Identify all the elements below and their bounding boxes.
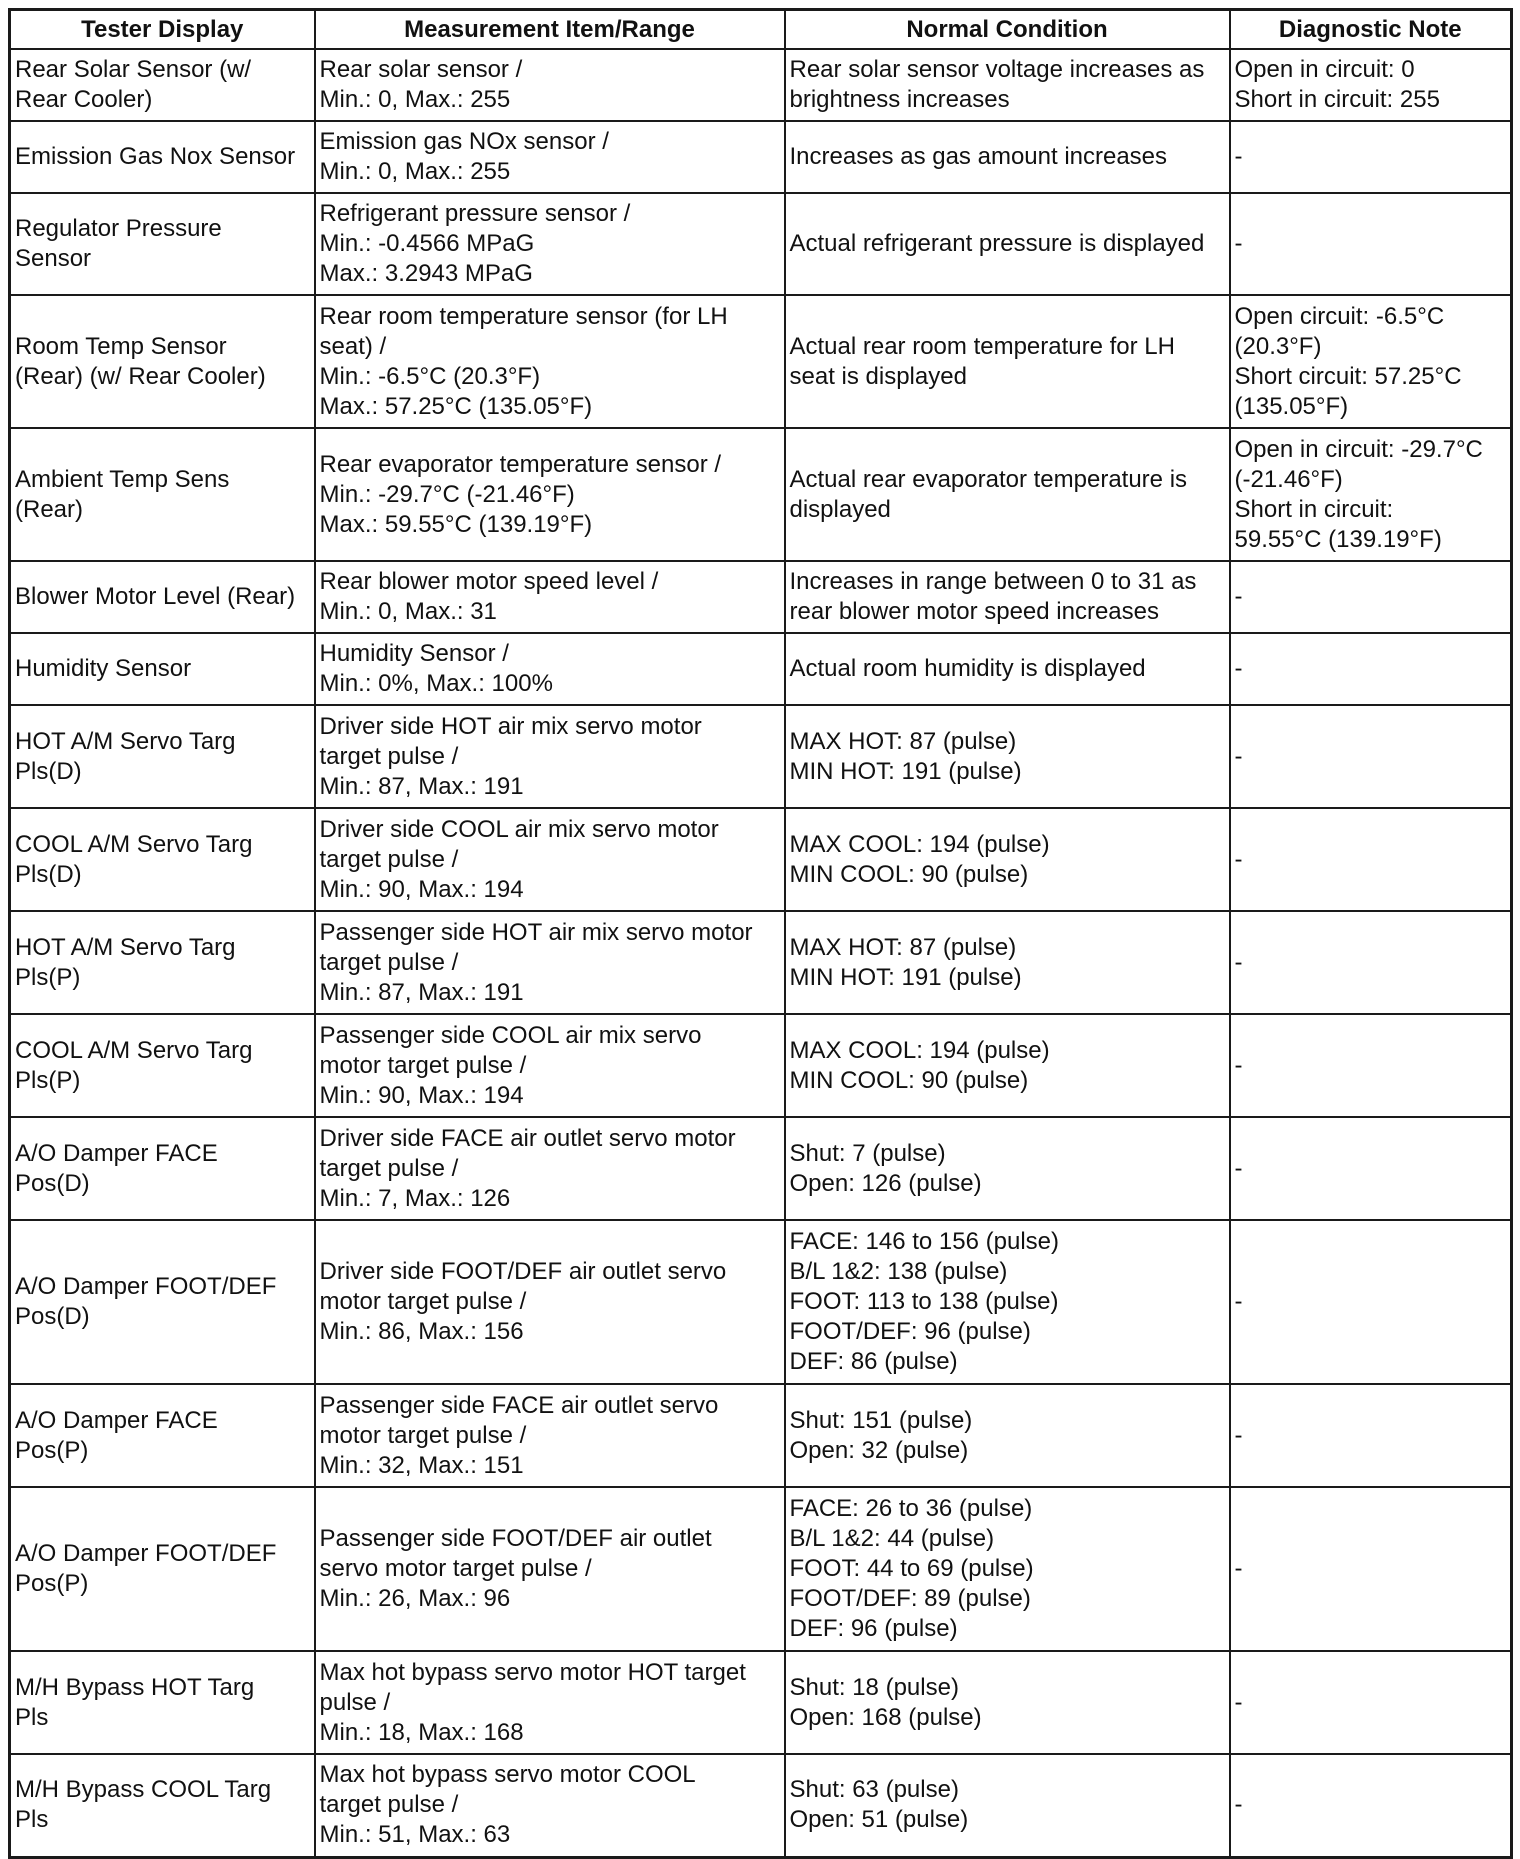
normal-condition-cell: Shut: 151 (pulse) Open: 32 (pulse) xyxy=(785,1384,1230,1487)
measurement-range-cell: Passenger side FACE air outlet servo motor target pulse / Min.: 32, Max.: 151 xyxy=(315,1384,785,1487)
normal-condition-cell: FACE: 146 to 156 (pulse) B/L 1&2: 138 (pulse) FOOT: 113 to 138 (pulse) FOOT/DEF: 96 (pulse) DEF: 86 (pulse) xyxy=(785,1220,1230,1384)
measurement-range-cell: Max hot bypass servo motor COOL target pulse / Min.: 51, Max.: 63 xyxy=(315,1754,785,1857)
diagnostic-note-cell: - xyxy=(1230,1117,1512,1220)
header-normal-condition: Normal Condition xyxy=(785,10,1230,50)
header-measurement-item-range: Measurement Item/Range xyxy=(315,10,785,50)
tester-display-cell: COOL A/M Servo Targ Pls(P) xyxy=(10,1014,315,1117)
normal-condition-cell: Increases as gas amount increases xyxy=(785,121,1230,193)
diagnostic-note-cell: - xyxy=(1230,1384,1512,1487)
table-row xyxy=(10,49,1512,121)
tester-display-cell: M/H Bypass HOT Targ Pls xyxy=(10,1651,315,1754)
diagnostic-note-cell: Open in circuit: -29.7°C (-21.46°F) Short in circuit: 59.55°C (139.19°F) xyxy=(1230,428,1512,561)
normal-condition-cell: Shut: 18 (pulse) Open: 168 (pulse) xyxy=(785,1651,1230,1754)
normal-condition-cell: Increases in range between 0 to 31 as rear blower motor speed increases xyxy=(785,561,1230,633)
tester-display-cell: A/O Damper FACE Pos(D) xyxy=(10,1117,315,1220)
diagnostic-note-cell: - xyxy=(1230,121,1512,193)
table-row xyxy=(10,193,1512,295)
diagnostic-note-cell: - xyxy=(1230,193,1512,295)
measurement-range-cell: Passenger side COOL air mix servo motor target pulse / Min.: 90, Max.: 194 xyxy=(315,1014,785,1117)
table-row xyxy=(10,1487,1512,1651)
table-row xyxy=(10,428,1512,561)
measurement-range-cell: Driver side FOOT/DEF air outlet servo motor target pulse / Min.: 86, Max.: 156 xyxy=(315,1220,785,1384)
tester-display-cell: Ambient Temp Sens (Rear) xyxy=(10,428,315,561)
diagnostic-note-cell: - xyxy=(1230,705,1512,808)
table-row xyxy=(10,1014,1512,1117)
diagnostic-note-cell: - xyxy=(1230,1487,1512,1651)
normal-condition-cell: Actual refrigerant pressure is displayed xyxy=(785,193,1230,295)
data-monitor-table xyxy=(8,8,1513,1859)
measurement-range-cell: Emission gas NOx sensor / Min.: 0, Max.: 255 xyxy=(315,121,785,193)
table-row xyxy=(10,1117,1512,1220)
tester-display-cell: Room Temp Sensor (Rear) (w/ Rear Cooler) xyxy=(10,295,315,428)
measurement-range-cell: Driver side HOT air mix servo motor target pulse / Min.: 87, Max.: 191 xyxy=(315,705,785,808)
diagnostic-note-cell: - xyxy=(1230,633,1512,705)
tester-display-cell: Emission Gas Nox Sensor xyxy=(10,121,315,193)
header-tester-display: Tester Display xyxy=(10,10,315,50)
diagnostic-note-cell: Open in circuit: 0 Short in circuit: 255 xyxy=(1230,49,1512,121)
measurement-range-cell: Rear evaporator temperature sensor / Min.: -29.7°C (-21.46°F) Max.: 59.55°C (139.19°F) xyxy=(315,428,785,561)
tester-display-cell: Humidity Sensor xyxy=(10,633,315,705)
tester-display-cell: HOT A/M Servo Targ Pls(D) xyxy=(10,705,315,808)
data-monitor-sheet xyxy=(8,8,1510,1859)
tester-display-cell: Rear Solar Sensor (w/ Rear Cooler) xyxy=(10,49,315,121)
table-row xyxy=(10,808,1512,911)
normal-condition-cell: MAX HOT: 87 (pulse) MIN HOT: 191 (pulse) xyxy=(785,705,1230,808)
tester-display-cell: Regulator Pressure Sensor xyxy=(10,193,315,295)
normal-condition-cell: MAX COOL: 194 (pulse) MIN COOL: 90 (pulse) xyxy=(785,808,1230,911)
tester-display-cell: COOL A/M Servo Targ Pls(D) xyxy=(10,808,315,911)
measurement-range-cell: Rear room temperature sensor (for LH seat) / Min.: -6.5°C (20.3°F) Max.: 57.25°C (135.05°F) xyxy=(315,295,785,428)
tester-display-cell: HOT A/M Servo Targ Pls(P) xyxy=(10,911,315,1014)
table-row xyxy=(10,1754,1512,1857)
diagnostic-note-cell: - xyxy=(1230,808,1512,911)
measurement-range-cell: Passenger side HOT air mix servo motor target pulse / Min.: 87, Max.: 191 xyxy=(315,911,785,1014)
table-header-row xyxy=(10,10,1512,50)
tester-display-cell: A/O Damper FACE Pos(P) xyxy=(10,1384,315,1487)
table-row xyxy=(10,295,1512,428)
normal-condition-cell: Rear solar sensor voltage increases as brightness increases xyxy=(785,49,1230,121)
diagnostic-note-cell: Open circuit: -6.5°C (20.3°F) Short circuit: 57.25°C (135.05°F) xyxy=(1230,295,1512,428)
normal-condition-cell: MAX HOT: 87 (pulse) MIN HOT: 191 (pulse) xyxy=(785,911,1230,1014)
tester-display-cell: M/H Bypass COOL Targ Pls xyxy=(10,1754,315,1857)
tester-display-cell: Blower Motor Level (Rear) xyxy=(10,561,315,633)
table-row xyxy=(10,1651,1512,1754)
normal-condition-cell: Actual room humidity is displayed xyxy=(785,633,1230,705)
tester-display-cell: A/O Damper FOOT/DEF Pos(P) xyxy=(10,1487,315,1651)
normal-condition-cell: Shut: 63 (pulse) Open: 51 (pulse) xyxy=(785,1754,1230,1857)
header-diagnostic-note: Diagnostic Note xyxy=(1230,10,1512,50)
diagnostic-note-cell: - xyxy=(1230,1754,1512,1857)
table-row xyxy=(10,911,1512,1014)
measurement-range-cell: Refrigerant pressure sensor / Min.: -0.4566 MPaG Max.: 3.2943 MPaG xyxy=(315,193,785,295)
diagnostic-note-cell: - xyxy=(1230,1220,1512,1384)
table-row xyxy=(10,561,1512,633)
diagnostic-note-cell: - xyxy=(1230,561,1512,633)
diagnostic-note-cell: - xyxy=(1230,1651,1512,1754)
measurement-range-cell: Driver side COOL air mix servo motor target pulse / Min.: 90, Max.: 194 xyxy=(315,808,785,911)
measurement-range-cell: Passenger side FOOT/DEF air outlet servo motor target pulse / Min.: 26, Max.: 96 xyxy=(315,1487,785,1651)
measurement-range-cell: Rear blower motor speed level / Min.: 0, Max.: 31 xyxy=(315,561,785,633)
table-row xyxy=(10,1220,1512,1384)
table-row xyxy=(10,633,1512,705)
measurement-range-cell: Max hot bypass servo motor HOT target pulse / Min.: 18, Max.: 168 xyxy=(315,1651,785,1754)
measurement-range-cell: Rear solar sensor / Min.: 0, Max.: 255 xyxy=(315,49,785,121)
diagnostic-note-cell: - xyxy=(1230,1014,1512,1117)
normal-condition-cell: MAX COOL: 194 (pulse) MIN COOL: 90 (pulse) xyxy=(785,1014,1230,1117)
measurement-range-cell: Driver side FACE air outlet servo motor target pulse / Min.: 7, Max.: 126 xyxy=(315,1117,785,1220)
measurement-range-cell: Humidity Sensor / Min.: 0%, Max.: 100% xyxy=(315,633,785,705)
normal-condition-cell: Actual rear evaporator temperature is displayed xyxy=(785,428,1230,561)
diagnostic-note-cell: - xyxy=(1230,911,1512,1014)
normal-condition-cell: FACE: 26 to 36 (pulse) B/L 1&2: 44 (pulse) FOOT: 44 to 69 (pulse) FOOT/DEF: 89 (pulse) DEF: 96 (pulse) xyxy=(785,1487,1230,1651)
tester-display-cell: A/O Damper FOOT/DEF Pos(D) xyxy=(10,1220,315,1384)
table-row xyxy=(10,121,1512,193)
normal-condition-cell: Shut: 7 (pulse) Open: 126 (pulse) xyxy=(785,1117,1230,1220)
table-row xyxy=(10,1384,1512,1487)
normal-condition-cell: Actual rear room temperature for LH seat is displayed xyxy=(785,295,1230,428)
table-row xyxy=(10,705,1512,808)
